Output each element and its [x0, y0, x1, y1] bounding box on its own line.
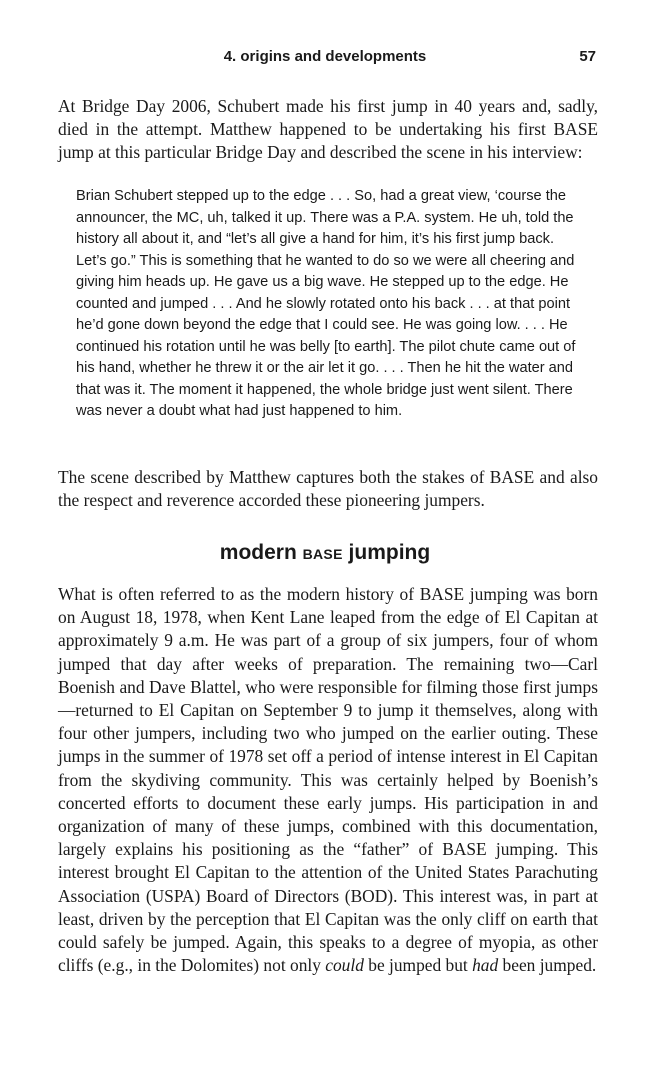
- paragraph-modern-history-text-middle: be jumped but: [363, 955, 473, 976]
- emphasis-had: had: [472, 955, 499, 976]
- section-heading-word-modern: modern: [219, 541, 303, 564]
- section-heading-word-base: BASE: [302, 546, 343, 562]
- running-head: [0, 48, 650, 70]
- paragraph-modern-history: [58, 583, 598, 977]
- running-title: 4. origins and developments: [223, 48, 427, 65]
- section-heading-modern-base-jumping: [0, 541, 650, 565]
- interview-block-quote: Brian Schubert stepped up to the edge . . . So, had a great view, ‘course the announcer, the MC, uh, talked it up. There was a P.A. system. He uh, told the history all about it, and “let’s all give a hand for him, it’s his first jump back. Let’s go.” This is something that he wanted to do so we were all cheering and giving him heads up. He gave us a big wave. He stepped up to the edge. He counted and jumped . . . And he slowly rotated onto his back . . . at that point he’d gone down beyond the edge that I could see. He was going low. . . . He continued his rotation until he was belly [to earth]. The pilot chute came out of his hand, whether he threw it or the air let it go. . . . Then he hit the water and that was it. The moment it happened, the whole bridge just went silent. There was never a doubt what had just happened to him.: [76, 188, 576, 419]
- paragraph-bridge-day: At Bridge Day 2006, Schubert made his first jump in 40 years and, sadly, died in the attempt. Matthew happened to be undertaking his first BASE jump at this particular Bridge Day and described the scene in his interview:: [58, 96, 598, 163]
- paragraph-scene-described: The scene described by Matthew captures both the stakes of BASE and also the respect and reverence accorded these pioneering jumpers.: [58, 467, 598, 511]
- paragraph-modern-history-text-end: been jumped.: [498, 955, 597, 976]
- emphasis-could: could: [325, 955, 364, 976]
- section-heading-word-jumping: jumping: [342, 541, 431, 564]
- page-number: 57: [579, 48, 596, 65]
- paragraph-modern-history-text: What is often referred to as the modern history of BASE jumping was born on August 18, 1978, when Kent Lane leaped from the edge of El Capitan at approximately 9 a.m. He was part of a group of six jumpers, four of whom jumped that day after weeks of preparation. The remaining two—Carl Boenish and Dave Blattel, who were responsible for filming those first jumps—returned to El Capitan on September 9 to jump it themselves, along with four other jumpers, including two who jumped on the earlier outing. These jumps in the summer of 1978 set off a period of intense interest in El Capitan from the skydiving community. This was certainly helped by Boenish’s concerted efforts to document these early jumps. His participation in and organization of many of these jumps, combined with this documentation, largely explains his positioning as the “father” of BASE jumping. This interest brought El Capitan to the attention of the United States Parachuting Association (USPA) Board of Directors (BOD). This interest was, in part at least, driven by the perception that El Capitan was the only cliff on earth that could safely be jumped. Again, this speaks to a degree of myopia, as other cliffs (e.g., in the Dolomites) not only: [58, 584, 598, 976]
